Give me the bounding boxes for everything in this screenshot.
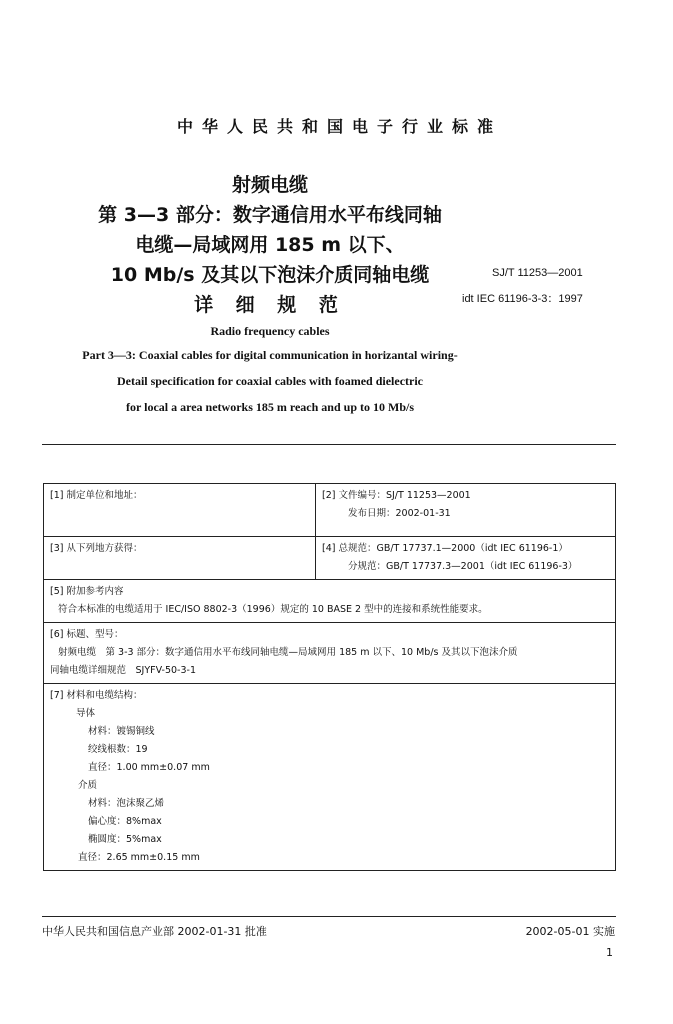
page-number: 1 <box>606 946 613 959</box>
field-materials-heading: [7] 材料和电缆结构： <box>50 690 143 701</box>
additional-info-cell <box>44 580 616 623</box>
source-cell <box>44 537 316 580</box>
field-title-type-text-1: 射频电缆 第 3-3 部分：数字通信用水平布线同轴电缆—局域网用 185 m 以下、10 Mb/s 及其以下泡沫介质 <box>58 647 518 658</box>
idt-reference: idt IEC 61196-3-3：1997 <box>462 293 583 305</box>
header-divider <box>42 444 616 445</box>
field-additional-info-label: [5] 附加参考内容 <box>50 586 124 597</box>
implementation-date: 2002-05-01 实施 <box>525 925 615 938</box>
document-info-cell <box>316 484 616 537</box>
approval-line: 中华人民共和国信息产业部 2002-01-31 批准 <box>42 925 267 938</box>
field-conductor-diameter: 直径：1.00 mm±0.07 mm <box>88 762 210 773</box>
field-document-number: [2] 文件编号：SJ/T 11253—2001 <box>322 490 471 501</box>
field-conductor-strands: 绞线根数：19 <box>88 744 148 755</box>
field-conductor-heading: 导体 <box>76 708 96 719</box>
title-en-line-3: Detail specification for coaxial cables with foamed dielectric <box>116 374 424 388</box>
standard-number: SJ/T 11253—2001 <box>492 267 583 279</box>
table-row <box>44 623 616 684</box>
field-conductor-material: 材料：镀锡铜线 <box>88 726 155 737</box>
manufacturer-cell <box>44 484 316 537</box>
title-en-line-1: Radio frequency cables <box>210 324 330 338</box>
field-dielectric-eccentricity: 偏心度：8%max <box>88 816 162 827</box>
table-row <box>44 580 616 623</box>
table-row <box>44 537 616 580</box>
field-dielectric-material: 材料：泡沫聚乙烯 <box>88 798 165 809</box>
footer-divider <box>42 916 616 917</box>
field-title-type-text-2: 同轴电缆详细规范 SJYFV-50-3-1 <box>50 665 197 676</box>
title-zh-line-5: 详 细 规 范 <box>194 294 346 316</box>
industry-standard-heading: 中华人民共和国电子行业标准 <box>176 117 502 136</box>
field-title-type-label: [6] 标题、型号： <box>50 629 124 640</box>
field-dielectric-heading: 介质 <box>78 780 98 791</box>
table-row <box>44 484 616 537</box>
title-zh-line-2: 第 3—3 部分：数字通信用水平布线同轴 <box>98 204 442 226</box>
field-dielectric-diameter: 直径：2.65 mm±0.15 mm <box>78 852 200 863</box>
field-sectional-spec: 分规范：GB/T 17737.3—2001（idt IEC 61196-3） <box>348 561 578 572</box>
field-dielectric-ovality: 椭圆度：5%max <box>88 834 162 845</box>
title-zh-line-4: 10 Mb/s 及其以下泡沫介质同轴电缆 <box>110 264 430 286</box>
title-zh-line-1: 射频电缆 <box>231 174 308 196</box>
field-available-from: [3] 从下列地方获得： <box>50 543 143 554</box>
materials-cell <box>44 684 616 871</box>
field-generic-spec: [4] 总规范：GB/T 17737.1—2000（idt IEC 61196-1） <box>322 543 568 554</box>
field-additional-info-text: 符合本标准的电缆适用于 IEC/ISO 8802-3（1996）规定的 10 BASE 2 型中的连接和系统性能要求。 <box>58 604 488 615</box>
title-en-line-4: for local a area networks 185 m reach and up to 10 Mb/s <box>126 400 414 414</box>
title-en-line-2: Part 3—3: Coaxial cables for digital communication in horizantal wiring- <box>82 348 458 362</box>
title-type-cell <box>44 623 616 684</box>
spec-table <box>43 483 616 871</box>
field-issue-date: 发布日期：2002-01-31 <box>348 508 451 519</box>
table-row <box>44 684 616 871</box>
field-manufacturer: [1] 制定单位和地址： <box>50 490 143 501</box>
spec-reference-cell <box>316 537 616 580</box>
title-zh-line-3: 电缆—局域网用 185 m 以下、 <box>135 234 405 256</box>
